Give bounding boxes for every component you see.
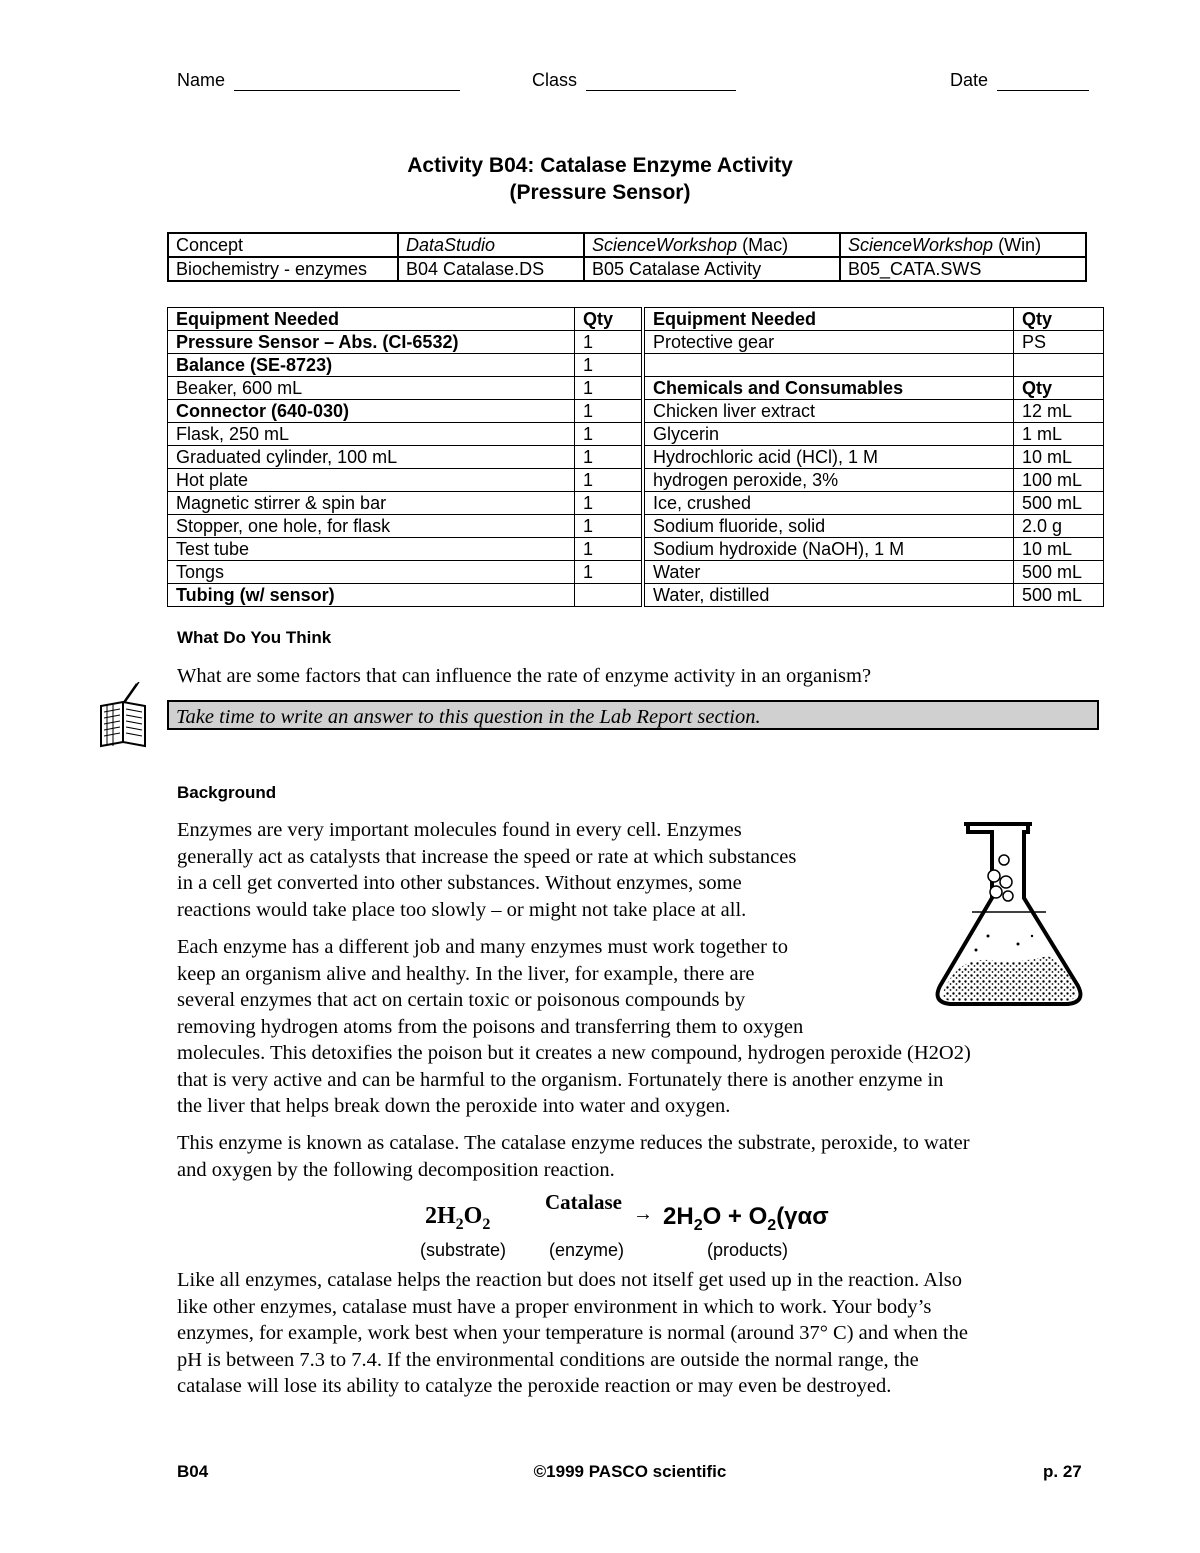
name-field — [177, 70, 460, 91]
equipment-qty-left: 1 — [575, 492, 642, 515]
equipment-item-left: Connector (640-030) — [168, 400, 575, 423]
sw-win-header-cell: ScienceWorkshop (Win) — [840, 233, 1086, 257]
equipment-item-right: Water — [645, 561, 1014, 584]
equipment-item-right: Glycerin — [645, 423, 1014, 446]
equipment-item-left: Pressure Sensor – Abs. (CI-6532) — [168, 331, 575, 354]
name-label: Name — [177, 70, 226, 90]
equipment-row — [168, 331, 1104, 354]
equipment-item-right: Sodium fluoride, solid — [645, 515, 1014, 538]
reaction-arrow-icon: → — [633, 1203, 653, 1225]
text-line: Enzymes are very important molecules found in every cell. Enzymes — [177, 819, 742, 841]
question-text: What are some factors that can influence the rate of enzyme activity in an organism? — [177, 665, 872, 687]
equipment-item-right: Water, distilled — [645, 584, 1014, 607]
equipment-item-right — [645, 354, 1014, 377]
name-blank[interactable] — [234, 70, 460, 91]
text-line: generally act as catalysts that increase the speed or rate at which substances — [177, 845, 797, 868]
text-line: in a cell get converted into other substances. Without enzymes, some — [177, 872, 742, 894]
equipment-row — [168, 584, 1104, 607]
equipment-item-left: Hot plate — [168, 469, 575, 492]
equipment-row — [168, 354, 1104, 377]
equipment-row — [168, 400, 1104, 423]
text-line: keep an organism alive and healthy. In the liver, for example, there are — [177, 962, 755, 985]
equipment-qty-left: 1 — [575, 469, 642, 492]
equipment-item-left: Flask, 250 mL — [168, 423, 575, 446]
equipment-qty-left: 1 — [575, 446, 642, 469]
equipment-item-right: hydrogen peroxide, 3% — [645, 469, 1014, 492]
equipment-qty-left: 1 — [575, 538, 642, 561]
equipment-item-left: Magnetic stirrer & spin bar — [168, 492, 575, 515]
reaction-equation-rhs: $2H_2O + O_2(\gamma\alpha\sigma$ — [663, 1203, 829, 1234]
text-line: pH is between 7.3 to 7.4. If the environmental conditions are outside the normal range, the — [177, 1348, 919, 1371]
equipment-qty-right: 500 mL — [1014, 492, 1104, 515]
text-line: This enzyme is known as catalase. The catalase enzyme reduces the substrate, peroxide, to water — [177, 1132, 970, 1154]
equipment-item-left: Balance (SE-8723) — [168, 354, 575, 377]
equipment-item-left: Stopper, one hole, for flask — [168, 515, 575, 538]
equipment-item-left: Tubing (w/ sensor) — [168, 584, 575, 607]
what-do-you-think-heading: What Do You Think — [177, 628, 332, 647]
equipment-item-right: Protective gear — [645, 331, 1014, 354]
equipment-qty-right: 500 mL — [1014, 561, 1104, 584]
equipment-row — [168, 423, 1104, 446]
equipment-row — [168, 561, 1104, 584]
page-title — [0, 152, 1200, 206]
footer-copyright: ©1999 PASCO scientific — [533, 1462, 727, 1481]
concept-table — [167, 232, 1087, 282]
footer-page-number: p. 27 — [1043, 1462, 1082, 1481]
date-label: Date — [950, 70, 989, 90]
equipment-qty-left: 1 — [575, 354, 642, 377]
equipment-row — [168, 515, 1104, 538]
text-line: molecules. This detoxifies the poison but it creates a new compound, hydrogen peroxide (H2O2) — [177, 1042, 971, 1064]
equipment-item-right: Ice, crushed — [645, 492, 1014, 515]
equipment-item-left: Test tube — [168, 538, 575, 561]
text-line: several enzymes that act on certain toxic or poisonous compounds by — [177, 989, 746, 1011]
equipment-qty-right: PS — [1014, 331, 1104, 354]
equipment-qty-left — [575, 584, 642, 607]
equipment-qty-right: 500 mL — [1014, 584, 1104, 607]
catalyst-label: Catalase — [545, 1190, 622, 1214]
label-enzyme: (enzyme) — [549, 1240, 625, 1260]
equipment-qty-left: 1 — [575, 423, 642, 446]
text-line: Each enzyme has a different job and many enzymes must work together to — [177, 936, 789, 958]
equipment-qty-left: 1 — [575, 400, 642, 423]
title-line-1: Activity B04: Catalase Enzyme Activity — [407, 154, 793, 177]
sw-win-file-cell: B05_CATA.SWS — [840, 257, 1086, 281]
equipment-row — [168, 377, 1104, 400]
text-line: that is very active and can be harmful to the organism. Fortunately there is another enzyme in — [177, 1068, 944, 1091]
equipment-row — [168, 446, 1104, 469]
erlenmeyer-flask-illustration — [928, 818, 1100, 1014]
text-line: like other enzymes, catalase must have a proper environment in which to work. Your body’s — [177, 1295, 932, 1318]
equipment-qty-right — [1014, 354, 1104, 377]
datastudio-header-cell: DataStudio — [398, 233, 584, 257]
background-heading: Background — [177, 783, 277, 802]
equipment-qty-left: 1 — [575, 377, 642, 400]
equipment-item-left: Beaker, 600 mL — [168, 377, 575, 400]
concept-header-cell: Concept — [168, 233, 398, 257]
label-substrate: (substrate) — [420, 1240, 507, 1260]
date-field — [950, 70, 1089, 91]
notebook-pencil-icon — [97, 682, 153, 750]
equipment-qty-right: 12 mL — [1014, 400, 1104, 423]
equipment-qty-right: 10 mL — [1014, 538, 1104, 561]
text-line: catalase will lose its ability to catalyze the peroxide reaction or may even be destroyed. — [177, 1375, 892, 1397]
equipment-qty-left: 1 — [575, 331, 642, 354]
lab-report-note: Take time to write an answer to this question in the Lab Report section. — [167, 700, 1099, 730]
footer-activity-code: B04 — [177, 1462, 209, 1481]
equipment-qty-left: 1 — [575, 515, 642, 538]
equipment-item-left: Graduated cylinder, 100 mL — [168, 446, 575, 469]
equipment-item-right: Sodium hydroxide (NaOH), 1 M — [645, 538, 1014, 561]
concept-data-row — [168, 257, 1086, 281]
equipment-item-right: Chicken liver extract — [645, 400, 1014, 423]
equipment-header-right: Equipment Needed — [645, 308, 1014, 331]
equipment-item-left: Tongs — [168, 561, 575, 584]
text-line: Like all enzymes, catalase helps the reaction but does not itself get used up in the reaction. Also — [177, 1269, 963, 1291]
equipment-row — [168, 492, 1104, 515]
equipment-item-right: Hydrochloric acid (HCl), 1 M — [645, 446, 1014, 469]
equipment-qty-right: 2.0 g — [1014, 515, 1104, 538]
text-line: the liver that helps break down the peroxide into water and oxygen. — [177, 1095, 731, 1117]
equipment-row — [168, 538, 1104, 561]
datastudio-file-cell: B04 Catalase.DS — [398, 257, 584, 281]
qty-header-left: Qty — [575, 308, 642, 331]
class-field — [532, 70, 736, 91]
label-products: (products) — [707, 1240, 789, 1260]
reaction-equation-lhs: $2H_2O_2$ — [425, 1203, 491, 1233]
background-paragraph-4 — [177, 1267, 968, 1400]
background-paragraph-3 — [177, 1130, 970, 1183]
equipment-header-row — [168, 308, 1104, 331]
equipment-qty-right: Qty — [1014, 377, 1104, 400]
equipment-header-left: Equipment Needed — [168, 308, 575, 331]
text-line: and oxygen by the following decomposition reaction. — [177, 1158, 615, 1181]
background-paragraph-2 — [177, 934, 971, 1120]
equipment-qty-right: 100 mL — [1014, 469, 1104, 492]
qty-header-right: Qty — [1014, 308, 1104, 331]
sw-mac-file-cell: B05 Catalase Activity — [584, 257, 840, 281]
equipment-qty-left: 1 — [575, 561, 642, 584]
equipment-qty-right: 10 mL — [1014, 446, 1104, 469]
background-paragraph-1 — [177, 817, 796, 923]
concept-cell: Biochemistry - enzymes — [168, 257, 398, 281]
concept-header-row — [168, 233, 1086, 257]
title-line-2: (Pressure Sensor) — [509, 181, 691, 204]
class-label: Class — [532, 70, 578, 90]
class-blank[interactable] — [586, 70, 736, 91]
text-line: enzymes, for example, work best when your temperature is normal (around 37° C) and when the — [177, 1322, 968, 1344]
text-line: reactions would take place too slowly – or might not take place at all. — [177, 898, 747, 921]
equipment-qty-right: 1 mL — [1014, 423, 1104, 446]
date-blank[interactable] — [997, 70, 1089, 91]
equipment-item-right: Chemicals and Consumables — [645, 377, 1014, 400]
sw-mac-header-cell: ScienceWorkshop (Mac) — [584, 233, 840, 257]
equipment-row — [168, 469, 1104, 492]
equipment-table — [167, 307, 1104, 607]
text-line: removing hydrogen atoms from the poisons and transferring them to oxygen — [177, 1015, 804, 1038]
